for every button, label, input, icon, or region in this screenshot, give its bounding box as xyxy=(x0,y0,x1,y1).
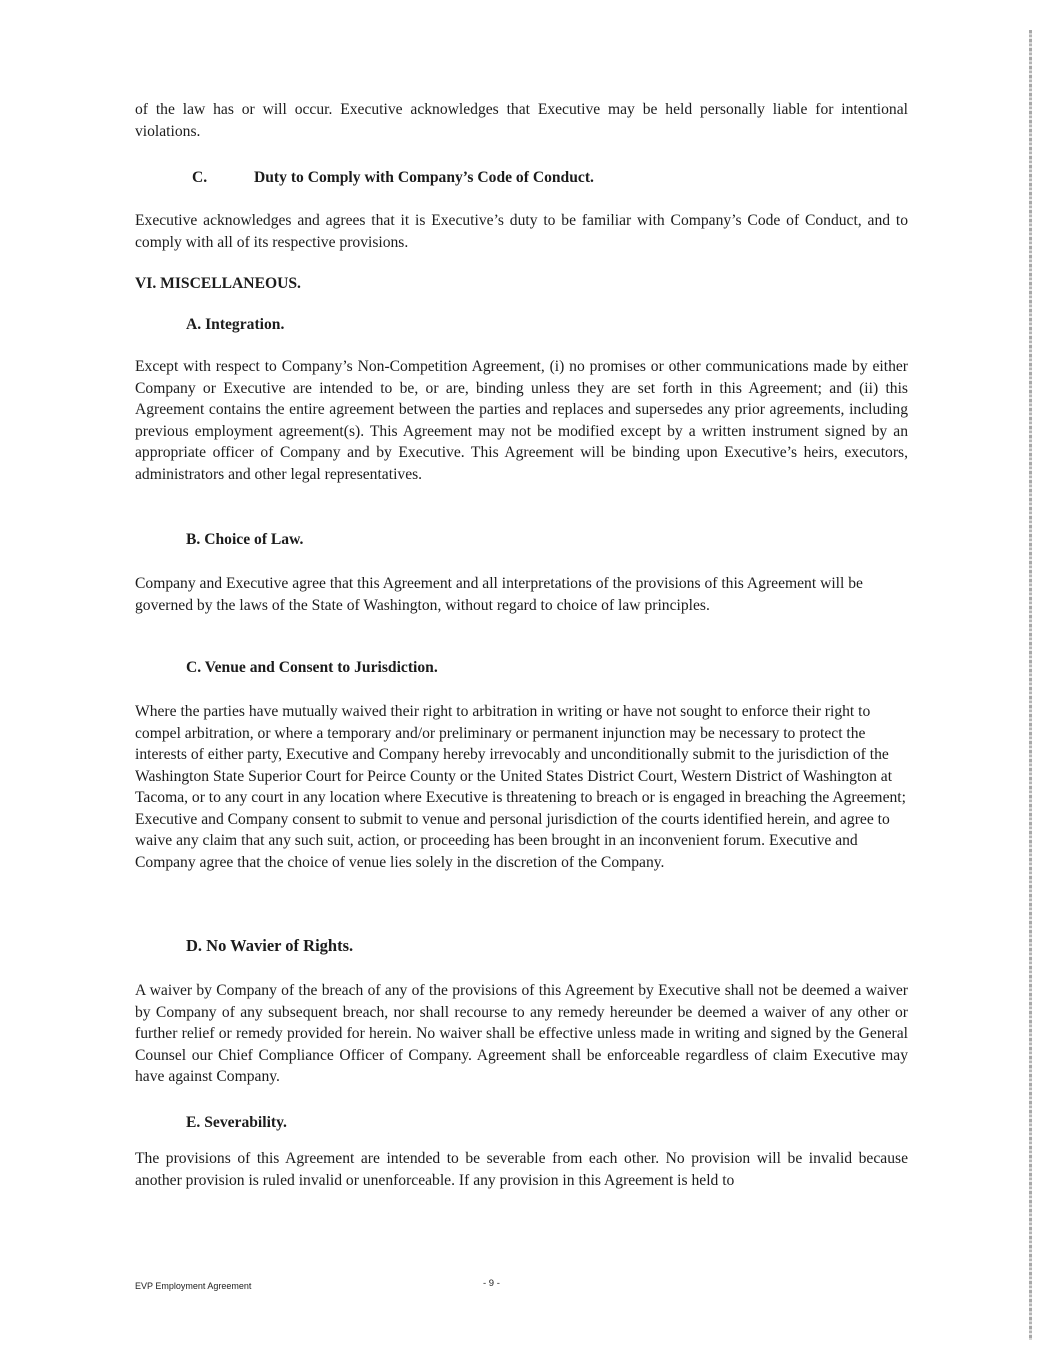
severability-paragraph: The provisions of this Agreement are intended to be severable from each other. No provision will be invalid because another provision is ruled invalid or unenforceable. If any provision in this Agreement is held to xyxy=(135,1150,908,1189)
section-title: Choice of Law. xyxy=(204,531,304,548)
section-title: No Wavier of Rights. xyxy=(206,936,354,955)
footer-document-name: EVP Employment Agreement xyxy=(135,1281,252,1291)
intro-paragraph: of the law has or will occur. Executive acknowledges that Executive may be held personally liable for intentional violations. xyxy=(135,101,908,140)
section-letter: C. xyxy=(192,169,208,186)
section-heading-venue xyxy=(186,658,438,678)
section-letter: A. xyxy=(186,316,202,333)
section-title: Duty to Comply with Company’s Code of Conduct. xyxy=(254,169,594,186)
section-title: Integration. xyxy=(205,316,285,333)
venue-paragraph: Where the parties have mutually waived their right to arbitration in writing or have not sought to enforce their right to compel arbitration, or where a temporary and/or preliminary or permanent injunction may be necessary to protect the interests of either party, Executive and Company hereby irrevocably and unconditionally submit to the jurisdiction of the Washington State Superior Court for Peirce County or the United States District Court, Western District of Washington at Tacoma, or to any court in any location where Executive is threatening to breach or is engaged in breaching the Agreement; Executive and Company consent to submit to venue and personal jurisdiction of the courts identified herein, and agree to waive any claim that any such suit, action, or proceeding has been brought in an inconvenient forum. Executive and Company agree that the choice of venue lies solely in the discretion of the Company. xyxy=(135,703,906,871)
section-heading-no-waiver xyxy=(186,936,353,956)
section-heading-choice-of-law xyxy=(186,530,303,550)
section-letter: E. xyxy=(186,1114,201,1131)
section-letter: B. xyxy=(186,531,201,548)
no-waiver-paragraph: A waiver by Company of the breach of any of the provisions of this Agreement by Executive shall not be deemed a waiver by Company of any subsequent breach, nor shall recourse to any remedy hereunder be deemed a waiver of any other or further relief or remedy provided for herein. No waiver shall be effective unless made in writing and signed by the General Counsel our Chief Compliance Officer of Company. Agreement shall be enforceable regardless of claim Executive may have against Company. xyxy=(135,982,908,1085)
section-title: Severability. xyxy=(204,1114,287,1131)
duty-to-comply-paragraph: Executive acknowledges and agrees that it is Executive’s duty to be familiar with Company’s Code of Conduct, and to comply with all of its respective provisions. xyxy=(135,212,908,251)
scan-edge-artifact xyxy=(1029,30,1032,1340)
section-heading-severability xyxy=(186,1113,287,1133)
choice-of-law-paragraph: Company and Executive agree that this Agreement and all interpretations of the provisions of this Agreement will be governed by the laws of the State of Washington, without regard to choice of law principles. xyxy=(135,575,863,614)
footer-page-number: - 9 - xyxy=(483,1278,500,1289)
section-letter: C. xyxy=(186,659,202,676)
section-letter: D. xyxy=(186,936,203,955)
section-title: Venue and Consent to Jurisdiction. xyxy=(204,659,438,676)
section-heading-integration xyxy=(186,315,284,335)
integration-paragraph: Except with respect to Company’s Non-Competition Agreement, (i) no promises or other communications made by either Company or Executive are intended to be, or are, binding unless they are set forth in this Agreement; and (ii) this Agreement contains the entire agreement between the parties and replaces and supersedes any prior agreements, including previous employment agreement(s). This Agreement may not be modified except by a written instrument signed by an appropriate officer of Company and by Executive. This Agreement will be binding upon Executive’s heirs, executors, administrators and other legal representatives. xyxy=(135,358,908,483)
section-heading-duty-to-comply xyxy=(192,168,594,188)
article-heading-miscellaneous: VI. MISCELLANEOUS. xyxy=(135,275,301,292)
